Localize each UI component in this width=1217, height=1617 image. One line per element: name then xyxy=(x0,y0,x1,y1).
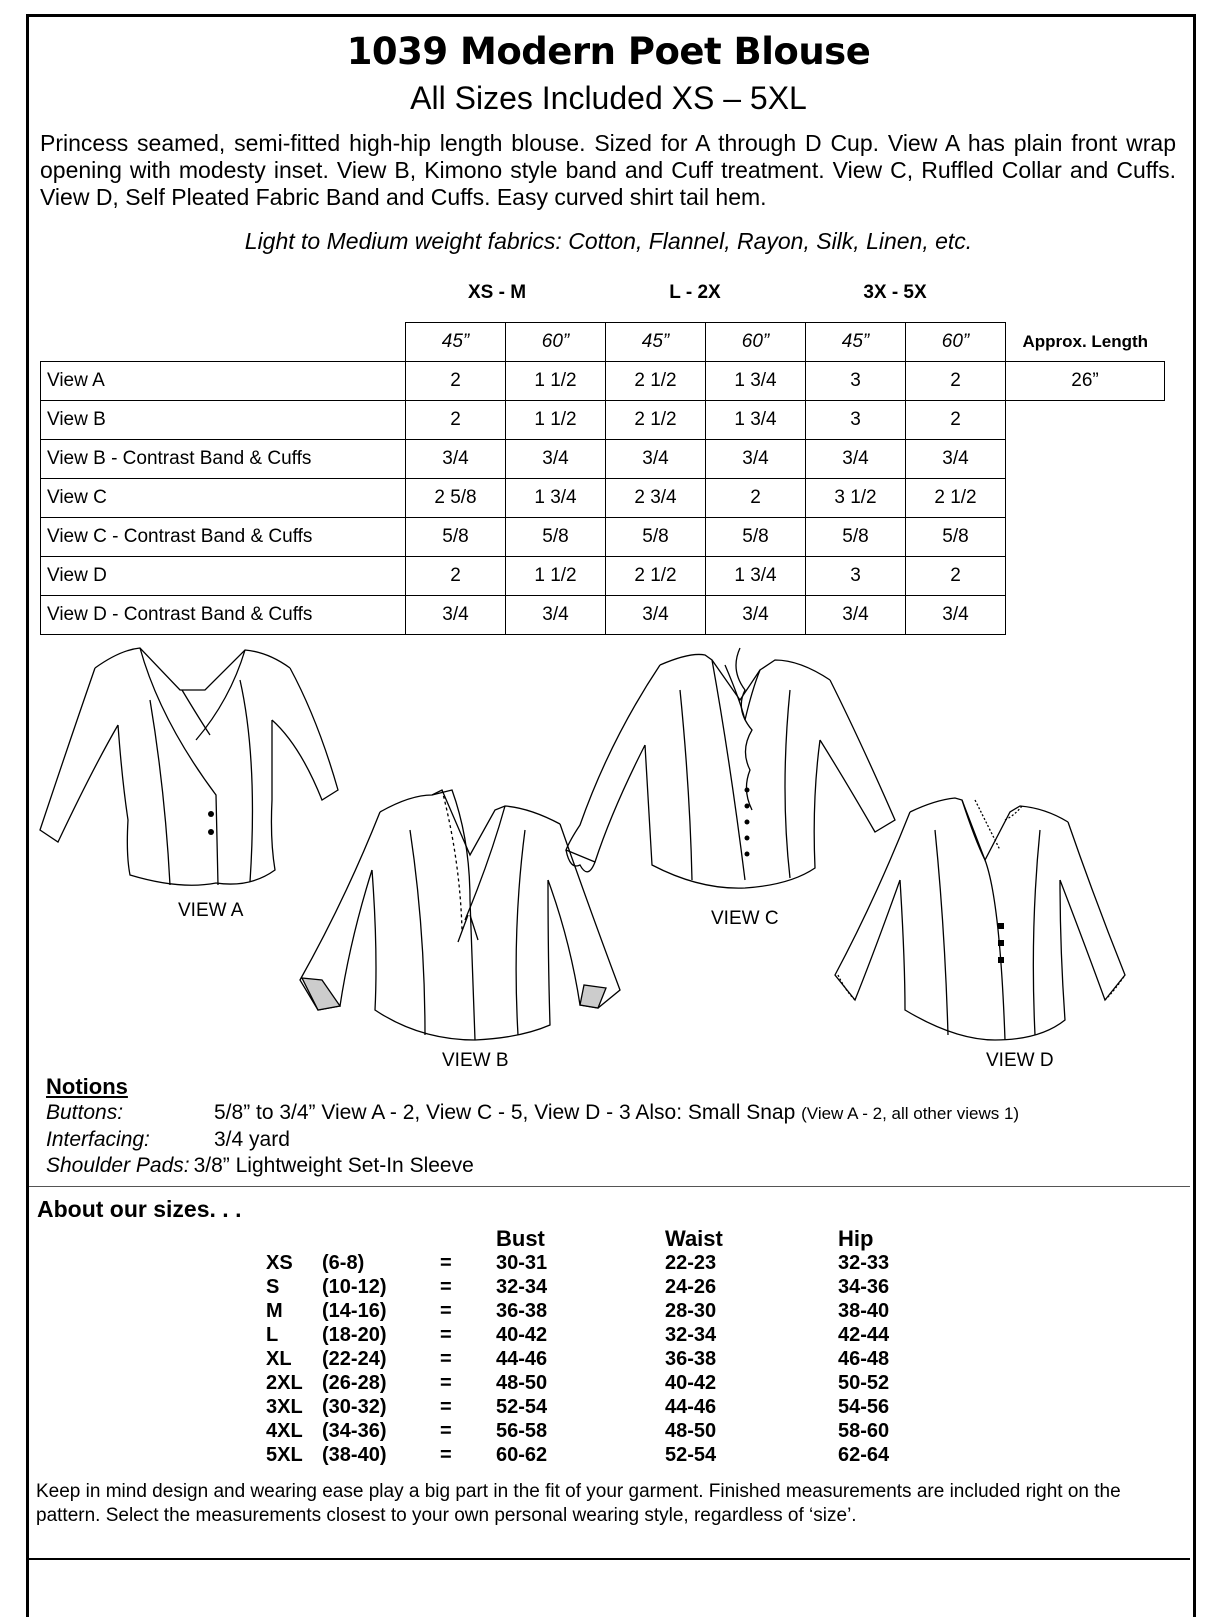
yardage-cell: 3/4 xyxy=(506,596,606,635)
size-group-xs-m: XS - M xyxy=(467,282,527,303)
size-group-3x-5x: 3X - 5X xyxy=(863,282,927,303)
size-row: 2XL (26-28) = 48-50 40-42 50-52 xyxy=(266,1372,890,1394)
notions-heading: Notions xyxy=(46,1074,128,1099)
yardage-cell: 2 1/2 xyxy=(606,557,706,596)
width-header-row xyxy=(41,323,1165,362)
yardage-cell: 3/4 xyxy=(806,596,906,635)
size-group-l-2x: L - 2X xyxy=(669,282,721,303)
yardage-cell: 2 xyxy=(906,557,1006,596)
width-header: 60” xyxy=(706,323,806,362)
yardage-cell: 3 xyxy=(806,362,906,401)
yardage-cell: 2 1/2 xyxy=(906,479,1006,518)
table-row xyxy=(41,596,1165,635)
yardage-cell: 3/4 xyxy=(806,440,906,479)
yardage-cell: 2 xyxy=(406,362,506,401)
notion-row xyxy=(46,1127,1019,1153)
yardage-cell: 3/4 xyxy=(606,596,706,635)
page-title: 1039 Modern Poet Blouse xyxy=(346,30,871,73)
yardage-cell: 3/4 xyxy=(906,440,1006,479)
yardage-cell: 1 1/2 xyxy=(506,362,606,401)
view-name: View C xyxy=(41,479,406,518)
size-row: M (14-16) = 36-38 28-30 38-40 xyxy=(266,1300,890,1322)
fabric-suggestions: Light to Medium weight fabrics: Cotton, Flannel, Rayon, Silk, Linen, etc. xyxy=(244,228,973,254)
bust-header: Bust xyxy=(496,1226,545,1251)
notion-value: 3/8” Lightweight Set-In Sleeve xyxy=(193,1154,474,1177)
yardage-cell: 3/4 xyxy=(506,440,606,479)
yardage-cell: 3/4 xyxy=(706,440,806,479)
section-divider xyxy=(29,1186,1190,1187)
yardage-cell: 3 xyxy=(806,557,906,596)
width-header: 45” xyxy=(606,323,706,362)
yardage-cell: 1 3/4 xyxy=(506,479,606,518)
yardage-cell: 3/4 xyxy=(606,440,706,479)
hip-header: Hip xyxy=(838,1226,874,1251)
yardage-cell: 2 xyxy=(706,479,806,518)
size-row: S (10-12) = 32-34 24-26 34-36 xyxy=(266,1276,890,1298)
view-name: View A xyxy=(41,362,406,401)
view-name: View D xyxy=(41,557,406,596)
width-header: 45” xyxy=(806,323,906,362)
notion-row xyxy=(46,1153,1019,1179)
yardage-cell: 2 xyxy=(906,401,1006,440)
yardage-cell: 2 5/8 xyxy=(406,479,506,518)
yardage-cell: 5/8 xyxy=(406,518,506,557)
view-c-label: VIEW C xyxy=(711,908,779,929)
width-header: 60” xyxy=(906,323,1006,362)
approx-length-header: Approx. Length xyxy=(1022,331,1149,351)
view-b-blouse-drawing xyxy=(300,790,620,1040)
page-subtitle: All Sizes Included XS – 5XL xyxy=(410,80,807,116)
size-row: L (18-20) = 40-42 32-34 42-44 xyxy=(266,1324,890,1346)
yardage-cell: 3/4 xyxy=(906,596,1006,635)
waist-header: Waist xyxy=(665,1226,723,1251)
yardage-cell: 1 3/4 xyxy=(706,401,806,440)
view-a-label: VIEW A xyxy=(178,900,244,921)
size-row: 5XL (38-40) = 60-62 52-54 62-64 xyxy=(266,1444,890,1466)
yardage-table xyxy=(40,322,1165,635)
yardage-cell: 3/4 xyxy=(406,596,506,635)
approx-length-value: 26” xyxy=(1006,362,1165,401)
yardage-cell: 1 1/2 xyxy=(506,401,606,440)
yardage-cell: 5/8 xyxy=(506,518,606,557)
notion-value: 3/4 yard xyxy=(214,1128,290,1151)
garment-illustrations xyxy=(0,640,1217,1080)
notion-label: Shoulder Pads: xyxy=(46,1154,190,1177)
notion-note: (View A - 2, all other views 1) xyxy=(801,1104,1020,1123)
sizing-footnote: Keep in mind design and wearing ease play a big part in the fit of your garment. Finished measurements are included right on the pattern. Select the measurements closest to your own personal wearing style, regardless of ‘size’. xyxy=(36,1481,1121,1526)
yardage-cell: 2 xyxy=(906,362,1006,401)
bottom-divider xyxy=(29,1558,1190,1560)
notion-value: 5/8” to 3/4” View A - 2, View C - 5, View D - 3 Also: Small Snap (View A - 2, all other views 1) xyxy=(214,1101,1020,1124)
yardage-cell: 3 1/2 xyxy=(806,479,906,518)
view-name: View B xyxy=(41,401,406,440)
table-row xyxy=(41,479,1165,518)
yardage-cell: 5/8 xyxy=(806,518,906,557)
yardage-cell: 2 3/4 xyxy=(606,479,706,518)
size-row: XS (6-8) = 30-31 22-23 32-33 xyxy=(266,1252,890,1274)
yardage-cell: 3/4 xyxy=(406,440,506,479)
notions-section xyxy=(46,1074,1019,1179)
table-row xyxy=(41,401,1165,440)
yardage-cell: 2 xyxy=(406,401,506,440)
table-row xyxy=(41,518,1165,557)
view-b-label: VIEW B xyxy=(442,1050,509,1071)
yardage-cell: 1 1/2 xyxy=(506,557,606,596)
view-d-blouse-drawing xyxy=(835,798,1125,1040)
yardage-cell: 1 3/4 xyxy=(706,557,806,596)
view-a-blouse-drawing xyxy=(40,648,338,885)
sizes-heading: About our sizes. . . xyxy=(37,1196,242,1222)
yardage-cell: 5/8 xyxy=(606,518,706,557)
notion-label: Buttons: xyxy=(46,1101,124,1124)
table-row xyxy=(41,557,1165,596)
yardage-cell: 3/4 xyxy=(706,596,806,635)
pattern-description: Princess seamed, semi-fitted high-hip length blouse. Sized for A through D Cup. View A has plain front wrap opening with modesty inset. View B, Kimono style band and Cuff treatment. View C, Ruffled Collar and Cuffs. View D, Self Pleated Fabric Band and Cuffs. Easy curved shirt tail hem. xyxy=(40,130,1176,210)
view-name: View D - Contrast Band & Cuffs xyxy=(41,596,406,635)
yardage-cell: 2 xyxy=(406,557,506,596)
view-d-label: VIEW D xyxy=(986,1050,1054,1071)
view-name: View B - Contrast Band & Cuffs xyxy=(41,440,406,479)
table-row xyxy=(41,440,1165,479)
view-c-blouse-drawing xyxy=(566,648,895,888)
yardage-cell: 1 3/4 xyxy=(706,362,806,401)
size-row: 4XL (34-36) = 56-58 48-50 58-60 xyxy=(266,1420,890,1442)
yardage-cell: 3 xyxy=(806,401,906,440)
notion-row xyxy=(46,1100,1019,1127)
table-row xyxy=(41,362,1165,401)
yardage-cell: 5/8 xyxy=(706,518,806,557)
size-row: 3XL (30-32) = 52-54 44-46 54-56 xyxy=(266,1396,890,1418)
size-row: XL (22-24) = 44-46 36-38 46-48 xyxy=(266,1348,890,1370)
notion-label: Interfacing: xyxy=(46,1128,150,1151)
yardage-cell: 2 1/2 xyxy=(606,362,706,401)
yardage-cell: 2 1/2 xyxy=(606,401,706,440)
width-header: 45” xyxy=(406,323,506,362)
yardage-cell: 5/8 xyxy=(906,518,1006,557)
width-header: 60” xyxy=(506,323,606,362)
view-name: View C - Contrast Band & Cuffs xyxy=(41,518,406,557)
